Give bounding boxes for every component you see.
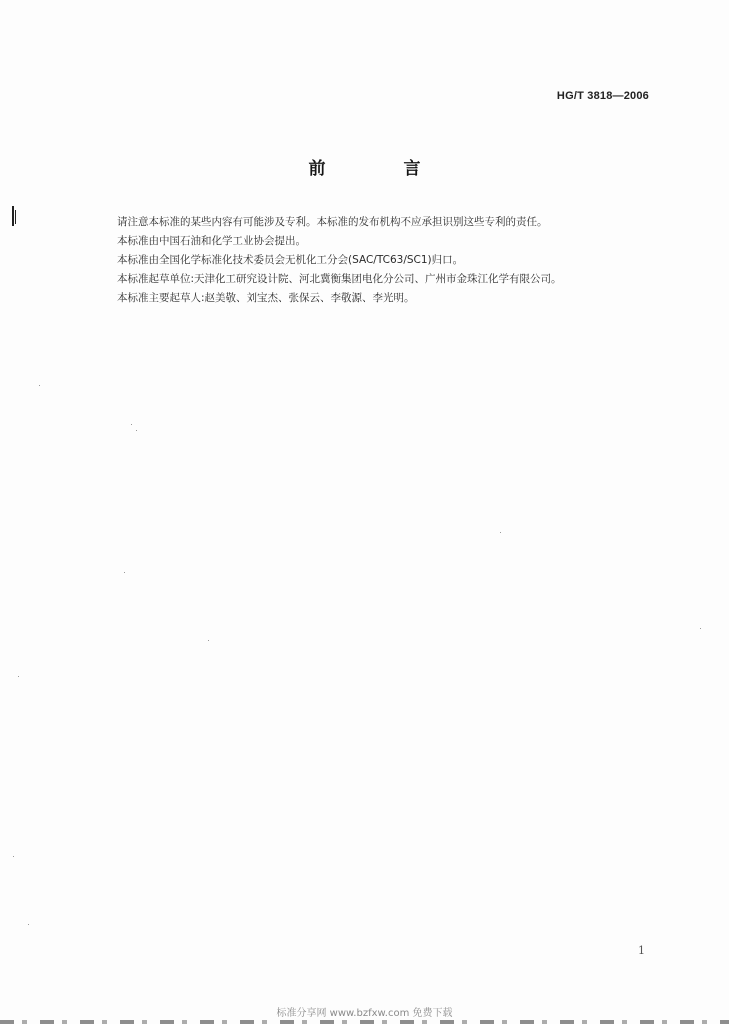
- site-watermark: 标准分享网 www.bzfxw.com 免费下载: [276, 1008, 453, 1019]
- paragraph-administrator: 本标准由全国化学标准化技术委员会无机化工分会(SAC/TC63/SC1)归口。: [117, 254, 464, 266]
- scan-speck: [18, 676, 19, 677]
- scan-speck: [131, 424, 132, 425]
- scan-speck: [28, 924, 29, 925]
- scan-speck: [136, 430, 137, 431]
- paragraph-drafters: 本标准主要起草人:赵美敬、刘宝杰、张保云、李敬源、李光明。: [117, 292, 415, 304]
- scan-edge-strip: [0, 1020, 729, 1024]
- scan-margin-mark: [12, 206, 14, 226]
- scan-speck: [700, 628, 701, 629]
- scan-speck: [13, 856, 14, 857]
- page-number: 1: [638, 944, 645, 957]
- page-title: 前 言: [308, 159, 457, 179]
- scan-speck: [208, 640, 209, 641]
- paragraph-proposer: 本标准由中国石油和化学工业协会提出。: [117, 235, 306, 247]
- paragraph-patent-notice: 请注意本标准的某些内容有可能涉及专利。本标准的发布机构不应承担识别这些专利的责任。: [117, 216, 548, 228]
- standard-code-header: HG/T 3818—2006: [556, 90, 649, 102]
- paragraph-drafting-units: 本标准起草单位:天津化工研究设计院、河北冀衡集团电化分公司、广州市金珠江化学有限公司。: [117, 273, 562, 285]
- foreword-body: [117, 213, 657, 308]
- scan-speck: [39, 385, 40, 386]
- scan-margin-mark: [15, 210, 16, 224]
- scan-speck: [500, 532, 501, 533]
- scan-speck: [124, 572, 125, 573]
